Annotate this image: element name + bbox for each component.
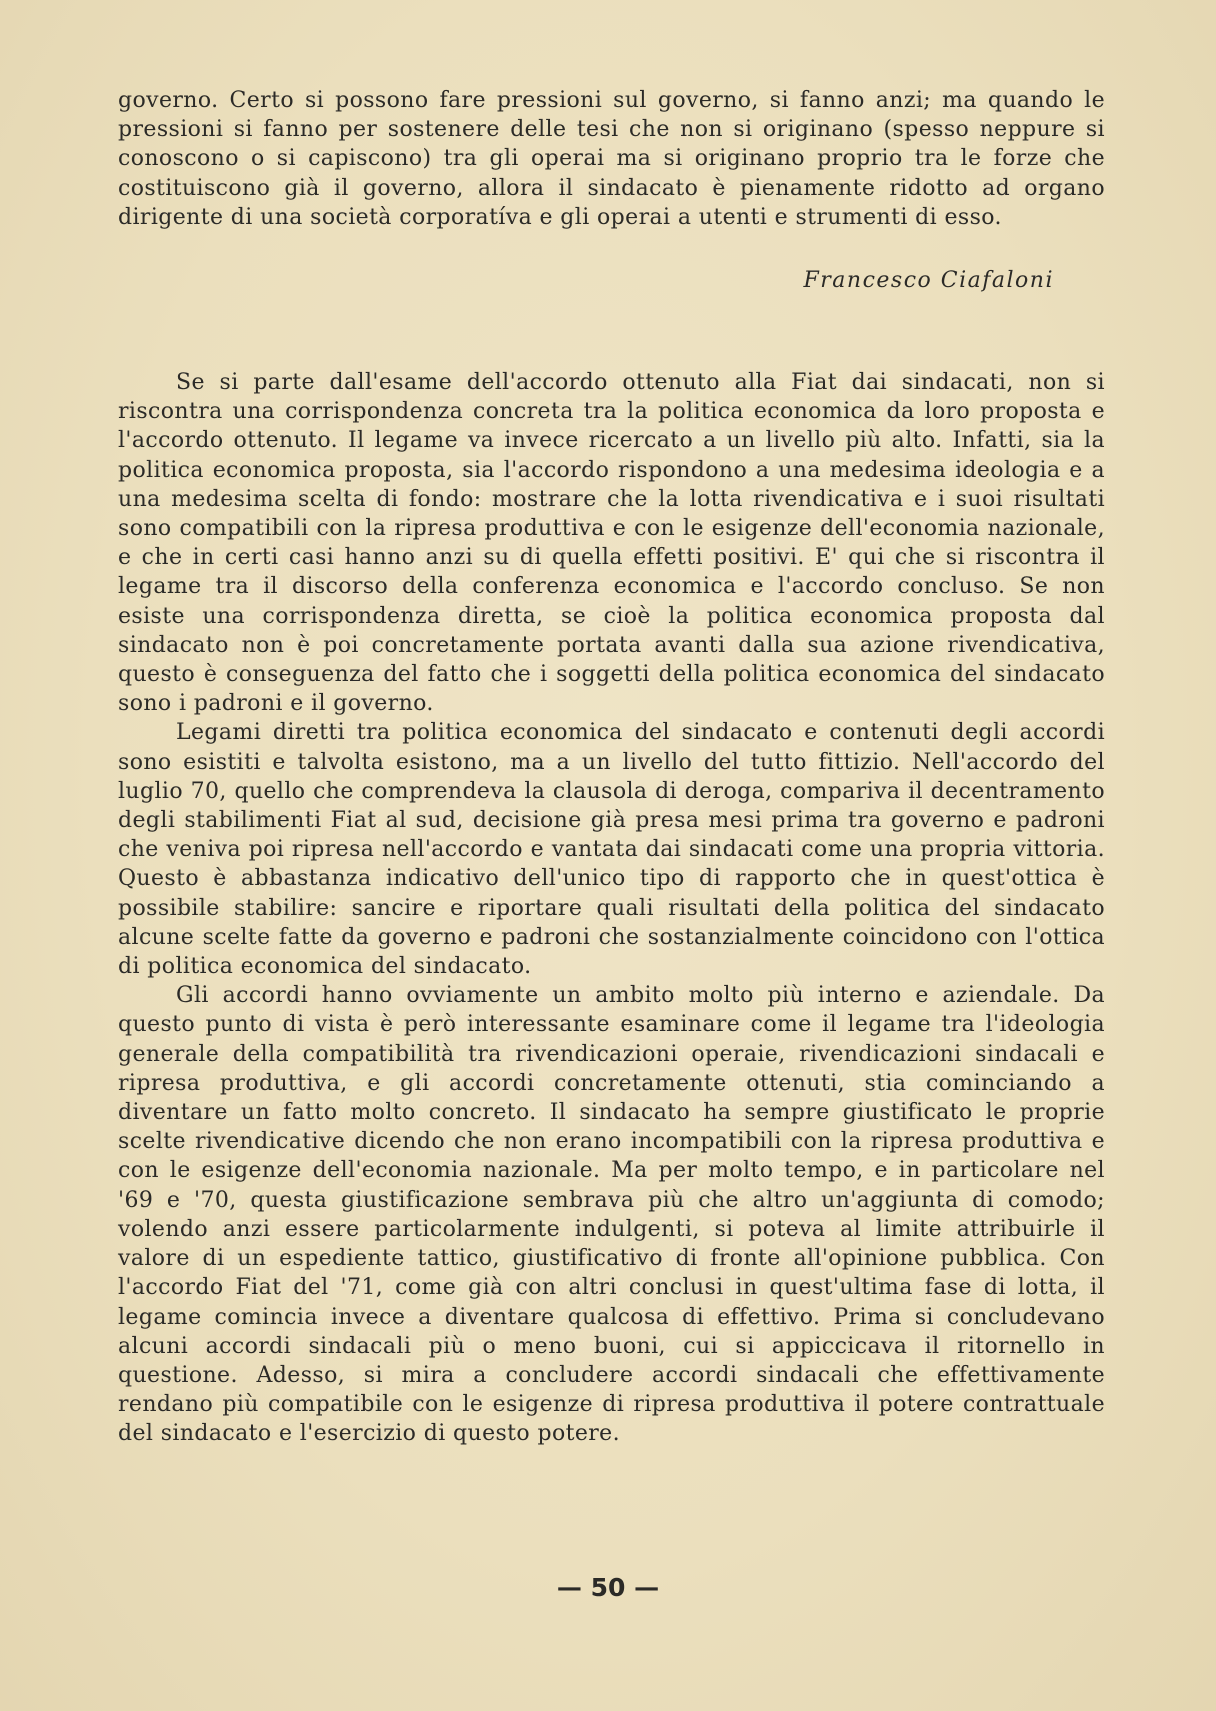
previous-article-ending xyxy=(118,86,1105,232)
paragraph: Se si parte dall'esame dell'accordo ottenuto alla Fiat dai sindacati, non si riscontra una corrispondenza concreta tra la politica economica da loro proposta e l'accordo ottenuto. Il legame va invece ricercato a un livello più alto. Infatti, sia la politica economica proposta, sia l'accordo rispondono a una medesima ideologia e a una medesima scelta di fondo: mostrare che la lotta rivendicativa e i suoi risultati sono compatibili con la ripresa produttiva e con le esigenze dell'economia nazionale, e che in certi casi hanno anzi su di quella effetti positivi. E' qui che si riscontra il legame tra il discorso della conferenza economica e l'accordo concluso. Se non esiste una corrispondenza diretta, se cioè la politica economica proposta dal sindacato non è poi concretamente portata avanti dalla sua azione rivendicativa, questo è conseguenza del fatto che i soggetti della politica economica del sindacato sono i padroni e il governo. xyxy=(118,370,1105,717)
author-signature: Francesco Ciafaloni xyxy=(803,268,1054,293)
paragraph: governo. Certo si possono fare pressioni sul governo, si fanno anzi; ma quando le pressioni si fanno per sostenere delle tesi che non si originano (spesso neppure si conoscono o si capiscono) tra gli operai ma si originano proprio tra le forze che costituiscono già il governo, allora il sindacato è pienamente ridotto ad organo dirigente di una società corporatíva e gli operai a utenti e strumenti di esso. xyxy=(118,88,1105,230)
paragraph: Legami diretti tra politica economica del sindacato e contenuti degli accordi sono esistiti e talvolta esistono, ma a un livello del tutto fittizio. Nell'accordo del luglio 70, quello che comprendeva la clausola di deroga, compariva il decentramento degli stabilimenti Fiat al sud, decisione già presa mesi prima tra governo e padroni che veniva poi ripresa nell'accordo e vantata dai sindacati come una propria vittoria. Questo è abbastanza indicativo dell'unico tipo di rapporto che in quest'ottica è possibile stabilire: sancire e riportare quali risultati della politica del sindacato alcune scelte fatte da governo e padroni che sostanzialmente coincidono con l'ottica di politica economica del sindacato. xyxy=(118,720,1105,980)
page-number: — 50 — xyxy=(556,1573,660,1602)
article-body xyxy=(118,368,1105,1449)
paragraph: Gli accordi hanno ovviamente un ambito molto più interno e aziendale. Da questo punto di vista è però interessante esaminare come il legame tra l'ideologia generale della compatibilità tra rivendicazioni operaie, rivendicazioni sindacali e ripresa produttiva, e gli accordi concretamente ottenuti, stia cominciando a diventare un fatto molto concreto. Il sindacato ha sempre giustificato le proprie scelte rivendicative dicendo che non erano incompatibili con la ripresa produttiva e con le esigenze dell'economia nazionale. Ma per molto tempo, e in particolare nel '69 e '70, questa giustificazione sembrava più che altro un'aggiunta di comodo; volendo anzi essere particolarmente indulgenti, si poteva al limite attribuirle il valore di un espediente tattico, giustificativo di fronte all'opinione pubblica. Con l'accordo Fiat del '71, come già con altri conclusi in quest'ultima fase di lotta, il legame comincia invece a diventare qualcosa di effettivo. Prima si concludevano alcuni accordi sindacali più o meno buoni, cui si appiccicava il ritornello in questione. Adesso, si mira a concludere accordi sindacali che effettivamente rendano più compatibile con le esigenze di ripresa produttiva il potere contrattuale del sindacato e l'esercizio di questo potere. xyxy=(118,983,1105,1447)
